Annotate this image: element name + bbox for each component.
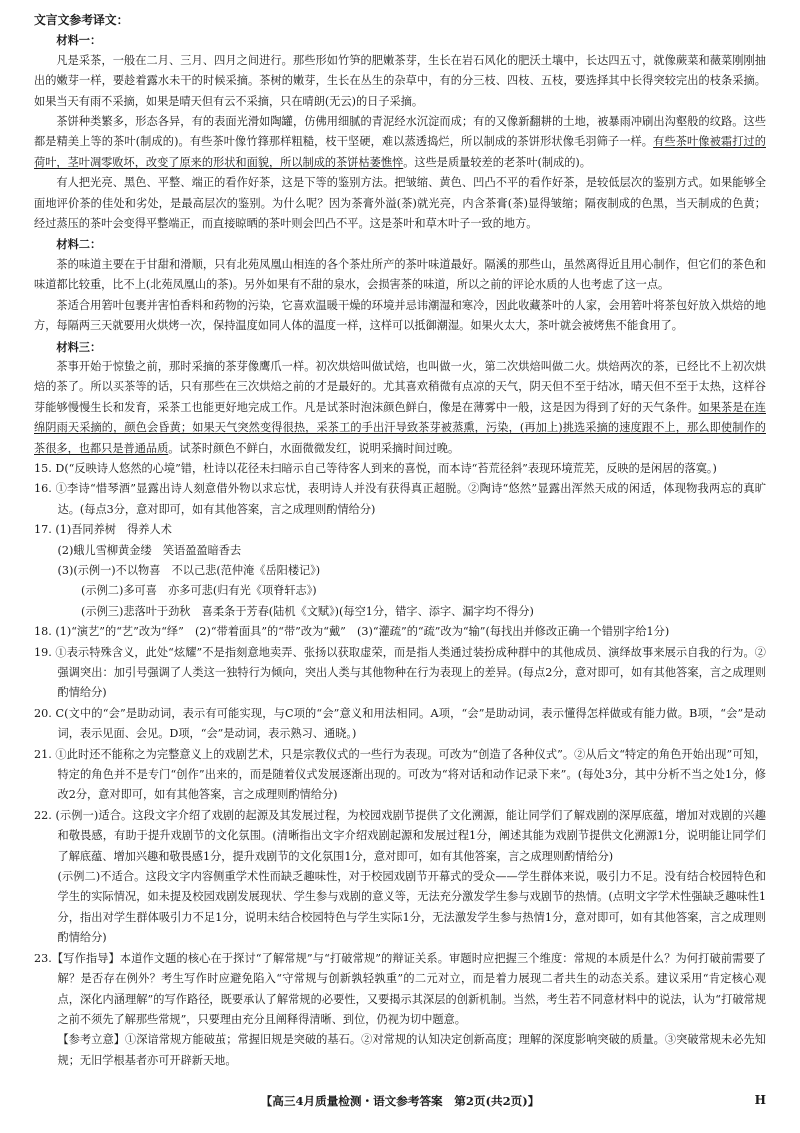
material-3-label: 材料三： xyxy=(56,339,102,354)
answer-16: 16. ①李诗“惜琴酒”显露出诗人刻意借外物以求忘忧，表明诗人并没有获得真正超脱。②陶诗“悠然”显露出浑然天成的闲适，体现物我两忘的真旷达。(每点3分，意对即可，如有其他答案，言之成理则酌情给分) xyxy=(34,482,766,516)
answer-17-line-5: (示例三)悲落叶于劲秋 喜柔条于芳春(陆机《文赋》)(每空1分，错字、添字、漏字均不得分) xyxy=(81,604,534,618)
answer-document xyxy=(34,10,766,1071)
material-3-para-1 xyxy=(34,357,766,459)
material-3-para-1-text: 茶事开始于惊蛰之前，那时采摘的茶芽像鹰爪一样。初次烘焙叫做试焙，也叫做一火，第二次烘焙叫做二火。烘焙两次的茶，已经比不上初次烘焙的茶了。所以买茶等的话，只有那些在三次烘焙之前的才是最好的。尤其喜欢稍微有点凉的天气，阴天但不至于结冰，晴天但不至于太热，这样谷芽能够慢慢生长和发育，采茶工也能更好地完成工作。凡是试茶时泡沫颜色鲜白，像是在薄雾中一般，这是因为得到了好的天气条件。 xyxy=(34,359,766,414)
answer-19: 19. ①表示特殊含义，此处“炫耀”不是指刻意地卖弄、张扬以获取虚荣，而是指人类通过装扮成种群中的其他成员、演绎故事来展示自我的行为。②强调突出：加引号强调了人类这一独特行为倾向，突出人类与其他物种在行为表现上的差异。(每点2分，意对即可，如有其他答案，言之成理则酌情给分) xyxy=(34,645,766,700)
answer-22-example-1: 22. (示例一)适合。这段文字介绍了戏剧的起源及其发展过程，为校园戏剧节提供了文化溯源，能让同学们了解戏剧的深厚底蕴，增加对戏剧的兴趣和敬畏感，有助于提升戏剧节的文化氛围。(清晰指出文字介绍戏剧起源和发展过程1分，阐述其能为戏剧节提供文化溯源1分，说明能让同学们了解底蕴、增加兴趣和敬畏感1分，提升戏剧节的文化氛围1分，意对即可，如有其他答案，言之成理则酌情给分) xyxy=(34,808,766,863)
underlined-sentence-2: 如果天气突然变得很热，采茶工的手出汗导致茶芽被蒸熏，污染，(再加上)挑选采摘的速度跟不上，那么即使制作的茶很多，也都只是普通品质 xyxy=(34,421,766,455)
answer-17-line-3: (3)(示例一)不以物喜 不以己悲(范仲淹《岳阳楼记》) xyxy=(57,563,321,577)
translation-heading: 文言文参考译文： xyxy=(34,13,129,27)
answer-17-line-2: (2)蛾儿雪柳黄金缕 笑语盈盈暗香去 xyxy=(57,543,242,557)
material-2-label: 材料二： xyxy=(56,237,102,252)
answer-15: 15. D(“反映诗人悠然的心境”错，杜诗以花径未扫暗示自己等待客人到来的喜悦，而本诗“苔荒径斜”表现环境荒芜，反映的是闲居的落寞。) xyxy=(34,461,717,475)
material-1-label: 材料一： xyxy=(56,33,102,48)
underlined-sentence-1: 有些茶叶像被霜打过的荷叶，茎叶凋零败坏，改变了原来的形状和面貌，所以制成的茶饼枯萎憔悴 xyxy=(34,135,766,169)
material-1-para-3: 有人把光亮、黑色、平整、端正的看作好茶，这是下等的鉴别方法。把皱缩、黄色、凹凸不平的看作好茶，是较低层次的鉴别方式。如果能够全面地评价茶的佳处和劣处，是最高层次的鉴别。为什么呢？因为茶膏外溢(茶)就光亮，内含茶膏(茶)显得皱缩；隔夜制成的色黑，当天制成的色黄；经过蒸压的茶叶会变得平整端正，而直接晾晒的茶叶则会凹凸不平。这是茶叶和草木叶子一致的地方。 xyxy=(34,176,766,231)
material-2-para-1: 茶的味道主要在于甘甜和滑顺，只有北苑凤凰山相连的各个茶灶所产的茶叶味道最好。隔溪的那些山，虽然离得近且用心制作，但它们的茶色和味道都比较重，比不上(北苑凤凰山的茶)。另外如果有不甜的泉水，会损害茶的味道，所以之前的评论水质的人也考虑了这一点。 xyxy=(34,257,766,292)
material-3-para-1-end: 。试茶时颜色不鲜白，水面微微发红，说明采摘时间过晚。 xyxy=(168,441,460,455)
answer-23-reference-ideas: 【参考立意】①深谙常规方能破茧；常握旧规是突破的基石。②对常规的认知决定创新高度；理解的深度影响突破的质量。③突破常规未必先知规；无旧学根基者亦可开辟新天地。 xyxy=(57,1033,766,1067)
answer-17-line-1: 17. (1)吾同养树 得养人术 xyxy=(34,523,172,537)
answer-21: 21. ①此时还不能称之为完整意义上的戏剧艺术，只是宗教仪式的一些行为表现。可改为“创造了各种仪式”。②从后文“特定的角色开始出现”可知，特定的角色并不是专门“创作”出来的，而是随着仪式发展逐渐出现的。可改为“将对话和动作记录下来”。(每处3分，其中分析不当之处1分，修改2分，意对即可，如有其他答案，言之成理则酌情给分) xyxy=(34,747,766,802)
material-2-para-2: 茶适合用箬叶包裹并害怕香料和药物的污染，它喜欢温暖干燥的环境并忌讳潮湿和寒冷，因此收藏茶叶的人家，会用箬叶将茶包好放入烘焙的地方，每隔两三天就要用火烘烤一次，保持温度如同人体的温度一样，这样可以抵御潮湿。如果火太大，茶叶就会被烤焦不能食用了。 xyxy=(34,298,766,333)
answer-17-line-4: (示例二)多可喜 亦多可悲(归有光《项脊轩志》) xyxy=(81,584,317,598)
material-1-para-2-end: 。这些是质量较差的老茶叶(制成的)。 xyxy=(403,155,591,169)
material-1-para-2 xyxy=(34,112,766,173)
answer-20: 20. C(文中的“会”是助动词，表示有可能实现，与C项的“会”意义和用法相同。A项，“会”是助动词，表示懂得怎样做或有能力做。B项，“会”是动词，表示见面、会见。D项，“会”是动词，表示熟习、通晓。) xyxy=(34,706,766,741)
page-footer: 【高三4月质量检测・语文参考答案 第2页(共2页)】 xyxy=(260,1094,540,1108)
material-1-para-2-text: 茶饼种类繁多，形态各异，有的表面光滑如陶罐，仿佛用细腻的青泥经水沉淀而成；有的又像新翻耕的土地，被暴雨冲刷出沟壑般的纹路。这些都是精美上等的茶叶(制成的)。有些茶叶像竹箨那样粗糙，枝干坚硬，难以蒸透捣烂，所以制成的茶饼形状像毛羽筛子一样。 xyxy=(34,115,766,149)
version-code: H xyxy=(754,1093,766,1107)
answer-18: 18. (1)“演艺”的“艺”改为“绎” (2)“带着面具”的“带”改为“戴” (3)“灌疏”的“疏”改为“输”(每找出并修改正确一个错别字给1分) xyxy=(34,625,670,639)
material-1-para-1: 凡是采茶，一般在二月、三月、四月之间进行。那些形如竹笋的肥嫩茶芽，生长在岩石风化的肥沃土壤中，长达四五寸，就像蕨菜和薇菜刚刚抽出的嫩芽一样，要趁着露水未干的时候采摘。茶树的嫩芽，生长在丛生的杂草中，有的分三枝、四枝、五枝，要选择其中长得突较完出的枝条采摘。如果当天有雨不采摘，如果是晴天但有云不采摘，只在晴朗(无云)的日子采摘。 xyxy=(34,53,766,108)
answer-23-writing-guide: 23.【写作指导】本道作文题的核心在于探讨“了解常规”与“打破常规”的辩证关系。审题时应把握三个维度：常规的本质是什么？为何打破前需要了解？是否存在例外？考生写作时应避免陷入“守常规与创新孰轻孰重”的二元对立，而是着力展现二者共生的动态关系。建议采用“肯定核心观点，深化内涵理解”的写作路径，既要承认了解常规的必要性，又要揭示其深层的创新机制。当然，考生若不同意材料中的说法，认为“打破常规之前不须先了解那些常规”，只要理由充分且阐释得清晰、到位，仍视为切中题意。 xyxy=(34,951,766,1026)
underlined-clause-a: 如果茶是在连绵阴雨天采摘的，颜色会昏黄； xyxy=(34,400,766,435)
answer-22-example-2: (示例二)不适合。这段文字内容侧重学术性而缺乏趣味性，对于校园戏剧节开幕式的受众——学生群体来说，吸引力不足。没有结合校园特色和学生的实际情况，如未提及校园戏剧发展现状、学生参与戏剧的意义等，无法充分激发学生参与戏剧节的热情。(点明文字学术性强缺乏趣味性1分，指出对学生群体吸引力不足1分，说明未结合校园特色与学生实际1分，无法激发学生参与热情1分，意对即可，如有其他答案，言之成理则酌情给分) xyxy=(57,870,766,945)
